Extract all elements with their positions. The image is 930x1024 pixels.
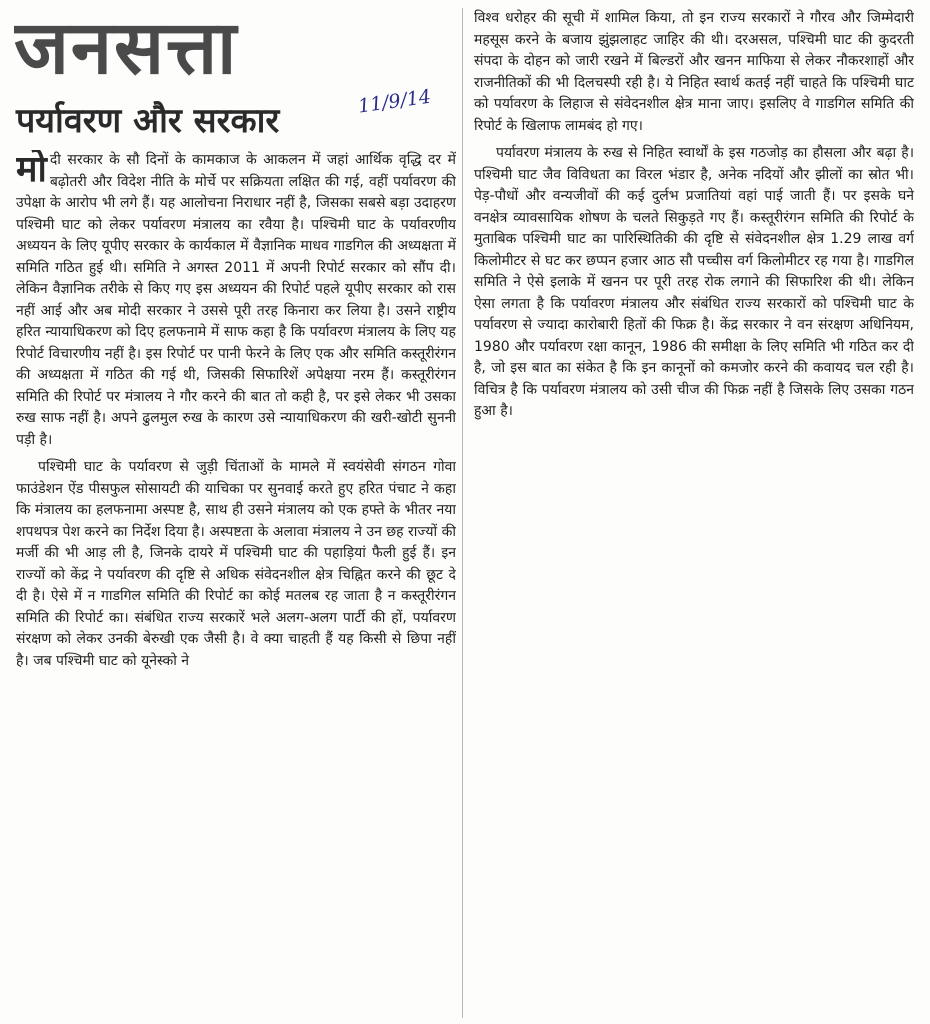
article-headline: पर्यावरण और सरकार [16, 101, 280, 141]
article-paragraph-3: विश्व धरोहर की सूची में शामिल किया, तो इन राज्य सरकारों ने गौरव और जिम्मेदारी महसूस करने के बजाय झुंझलाहट जाहिर की थी। दरअसल, पश्चिमी घाट की कुदरती संपदा के दोहन को जारी रखने में बिल्डरों और खनन माफिया से लेकर नौकरशाहों और राजनीतिकों की भी दिलचस्पी रही है। ये निहित स्वार्थ कतई नहीं चाहते कि पश्चिमी घाट को पर्यावरण के लिहाज से संवेदनशील क्षेत्र माना जाए। इसलिए वे गाडगिल समिति की रिपोर्ट के खिलाफ लामबंद हो गए। [474, 10, 914, 134]
article-right-column [474, 8, 914, 678]
article-paragraph-1 [16, 150, 456, 451]
handwritten-date: 11/9/14 [356, 85, 433, 118]
paragraph-text: दी सरकार के सौ दिनों के कामकाज के आकलन में जहां आर्थिक वृद्धि दर में बढ़ोतरी और विदेश नीति के मोर्चे पर सक्रियता लक्षित की गई, वहीं पर्यावरण की उपेक्षा के आरोप भी लगे हैं। यह आलोचना निराधार नहीं है, जिसका सबसे बड़ा उदाहरण पश्चिमी घाट को लेकर पर्यावरण मंत्रालय का रवैया है। पश्चिमी घाट के पर्यावरणीय अध्ययन के लिए यूपीए सरकार के कार्यकाल में वैज्ञानिक माधव गाडगिल की अध्यक्षता में समिति गठित हुई थी। समिति ने अगस्त 2011 में अपनी रिपोर्ट सरकार को सौंप दी। लेकिन वैज्ञानिक तरीके से किए गए इस अध्ययन की रिपोर्ट पहले यूपीए सरकार को रास नहीं आई और अब मोदी सरकार ने उससे पूरी तरह किनारा कर लिया है। उसने राष्ट्रीय हरित न्यायाधिकरण को दिए हलफनामे में साफ कहा है कि पर्यावरण मंत्रालय के लिए यह रिपोर्ट विचारणीय नहीं है। इस रिपोर्ट पर पानी फेरने के लिए एक और समिति कस्तूरीरंगन की अध्यक्षता में गठित की गई थी, जिसकी सिफारिशें अपेक्षया नरम हैं। कस्तूरीरंगन समिति की रिपोर्ट पर मंत्रालय ने गौर करने की बात तो कही है, पर इसे लेकर भी उसका रुख साफ नहीं है। अपने ढुलमुल रुख के कारण उसे न्यायाधिकरण की खरी-खोटी सुननी पड़ी है। [16, 152, 456, 448]
article-left-column [16, 150, 456, 1016]
column-divider [462, 8, 463, 1018]
article-paragraph-2: पश्चिमी घाट के पर्यावरण से जुड़ी चिंताओं के मामले में स्वयंसेवी संगठन गोवा फाउंडेशन ऐंड पीसफुल सोसायटी की याचिका पर सुनवाई करते हुए हरित पंचाट ने कहा कि मंत्रालय का हलफनामा अस्पष्ट है, साथ ही उसने मंत्रालय को एक हफ्ते के भीतर नया शपथपत्र पेश करने का निर्देश दिया है। अस्पष्टता के अलावा मंत्रालय ने उन छह राज्यों की मर्जी की भी आड़ ली है, जिनके दायरे में पश्चिमी घाट की पहाड़ियां फैली हुई हैं। इन राज्यों को केंद्र ने पर्यावरण की दृष्टि से अधिक संवेदनशील क्षेत्र चिह्नित करने की छूट दे दी है। ऐसे में न गाडगिल समिति की रिपोर्ट का कोई मतलब रह जाता है न कस्तूरीरंगन समिति की रिपोर्ट का। संबंधित राज्य सरकारें भले अलग-अलग पार्टी की हों, पर्यावरण संरक्षण को लेकर उनकी बेरुखी एक जैसी है। वे क्या चाहती हैं यह किसी से छिपा नहीं है। जब पश्चिमी घाट को यूनेस्को ने [16, 459, 456, 669]
drop-cap: मो [16, 150, 47, 190]
article-paragraph-4: पर्यावरण मंत्रालय के रुख से निहित स्वार्थों के इस गठजोड़ का हौसला और बढ़ा है। पश्चिमी घाट जैव विविधता का विरल भंडार है, अनेक नदियों और झीलों का स्रोत भी। पेड़-पौधों और वन्यजीवों की कई दुर्लभ प्रजातियां वहां पाई जाती हैं। पर इसके घने वनक्षेत्र व्यावसायिक शोषण के चलते सिकुड़ते गए हैं। कस्तूरीरंगन समिति की रिपोर्ट के मुताबिक पश्चिमी घाट का पारिस्थितिकी की दृष्टि से संवेदनशील क्षेत्र 1.29 लाख वर्ग किलोमीटर से घट कर छप्पन हजार आठ सौ पच्चीस वर्ग किलोमीटर रह गया है। गाडगिल समिति ने ऐसे इलाके में खनन पर पूरी तरह रोक लगाने की सिफारिश की थी। लेकिन ऐसा लगता है कि पर्यावरण मंत्रालय और संबंधित राज्य सरकारों को पश्चिमी घाट के पर्यावरण से ज्यादा कारोबारी हितों की फिक्र है। केंद्र सरकार ने वन संरक्षण अधिनियम, 1980 और पर्यावरण रक्षा कानून, 1986 की समीक्षा के लिए समिति भी गठित कर दी है, जो इस बात का संकेत है कि इन कानूनों को कमजोर करने की कवायद चल रही है। विचित्र है कि पर्यावरण मंत्रालय को उसी चीज की फिक्र नहीं है जिसके लिए उसका गठन हुआ है। [474, 145, 914, 419]
newspaper-masthead: जनसत्ता [14, 5, 239, 91]
